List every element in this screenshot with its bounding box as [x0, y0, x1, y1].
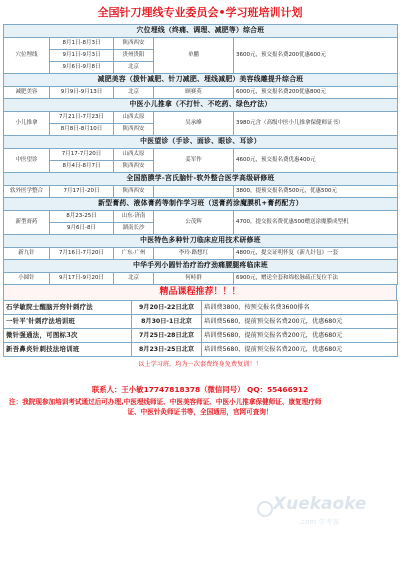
course-date: 9月1日-9月3日 — [50, 50, 114, 62]
section-title: 中华手列小圆针治疗治疗劲痛腰腿疼临床班 — [4, 260, 398, 273]
recommend-course-name: 新吾鼻炎针刺技法培训班 — [4, 343, 132, 357]
recommend-course-name: 一针平'针刺疗法培训班 — [4, 315, 132, 329]
course-teacher: 单鹏 — [154, 38, 234, 74]
course-category: 减肥美容 — [4, 87, 50, 99]
course-place: 北京 — [114, 273, 154, 285]
section-title: 新型膏药、液体膏药等制作学习班（送膏药涂魔膜机+膏药配方） — [4, 198, 398, 211]
course-teacher: 顾赛英 — [154, 87, 234, 99]
course-date: 9月6日-8日 — [50, 223, 114, 235]
course-place: 贵州贵阳 — [114, 50, 154, 62]
table-row — [4, 149, 398, 161]
watermark-logo-icon — [257, 501, 273, 517]
course-date: 8月4日-8月7日 — [50, 161, 114, 173]
notice-line-1: 注：我院现参加培训考试通过后可办理,中医埋线师证、中医美容师证、中医小儿推拿保健师证、康复理疗师 — [9, 398, 322, 406]
section-title: 中医特色多种针刀临床应用技术研修班 — [4, 235, 398, 248]
course-category: 软外医学整合 — [4, 186, 50, 198]
recommend-date: 8月23日-25日北京 — [132, 343, 202, 357]
section-title: 中医小儿推拿（不打针、不吃药、绿色疗法） — [4, 99, 398, 112]
course-date: 9月17日-9月20日 — [50, 273, 114, 285]
contact-info: 联系人：王小敏17747818378（微信同号） QQ：55466912 — [91, 385, 309, 394]
course-teacher: 何峙群 — [154, 273, 234, 285]
course-category: 小圆针 — [4, 273, 50, 285]
recommend-fee: 培训费5680，提前预交报名费200元，优惠680元 — [202, 329, 398, 343]
xuekaoke-watermark — [255, 493, 375, 533]
recommend-date: 9月20日-22日北京 — [132, 301, 202, 315]
course-fee: 3600元，预交报名费200优惠600元 — [234, 38, 398, 74]
course-date: 7月17日-20日 — [50, 186, 114, 198]
course-teacher: 李玲·路想红 — [154, 248, 234, 260]
course-place: 山东·济南 — [114, 211, 154, 223]
recommend-course-name: 石学敏院士醒脑开窍针刺疗法 — [4, 301, 132, 315]
section-header — [4, 173, 398, 186]
course-date: 7月21日-7月23日 — [50, 112, 114, 124]
watermark-subtext: .com 学考客 — [299, 518, 340, 526]
course-fee: 6900元，赠送全套和绵松脉疏正复位手法 — [234, 273, 398, 285]
recommend-row — [4, 315, 398, 329]
course-date: 7月17-7月20日 — [50, 149, 114, 161]
certificate-notice — [3, 397, 397, 417]
recommend-row — [4, 301, 398, 315]
course-fee: 4800元，提交证明怀复《新九针包》一套 — [234, 248, 398, 260]
recommend-fee: 培训费5680，提前预交报名费200元，优惠680元 — [202, 343, 398, 357]
recommend-row — [4, 343, 398, 357]
spacer — [3, 373, 397, 383]
table-row — [4, 87, 398, 99]
table-row — [4, 273, 398, 285]
watermark-text: Xuekaoke — [273, 494, 367, 514]
table-row — [4, 211, 398, 223]
recommend-table — [3, 300, 398, 357]
recommend-title: 精品课程推荐！！！ — [3, 285, 397, 300]
section-header — [4, 25, 398, 38]
course-place: 陕西西安 — [114, 161, 154, 173]
course-teacher: 姜军作 — [154, 149, 234, 173]
recommend-date: 7月25日-28日北京 — [132, 329, 202, 343]
course-category: 穴位埋线 — [4, 38, 50, 74]
course-teacher: 吴承峰 — [154, 112, 234, 136]
course-fee: 3980元含（高级中医小儿推拿保健师证书） — [234, 112, 398, 136]
course-fee: 4700，提交报名费优惠500赠送涂魔膜成型机 — [234, 211, 398, 235]
section-header — [4, 74, 398, 87]
table-row — [4, 186, 398, 198]
table-row — [4, 248, 398, 260]
table-row — [4, 38, 398, 50]
course-date: 8月1日-8月3日 — [50, 38, 114, 50]
notice-line-2: 证、中医针灸师证书等，全国通用，官网可查询！ — [127, 408, 273, 416]
course-category: 新型膏药 — [4, 211, 50, 235]
recommend-date: 8月30日-1日北京 — [132, 315, 202, 329]
course-fee: 6000元，预交报名费200优惠800元 — [234, 87, 398, 99]
course-table — [3, 24, 398, 285]
recommend-course-name: 微针强通法，可图标3次 — [4, 329, 132, 343]
course-place: 陕西西安 — [114, 124, 154, 136]
table-row — [4, 112, 398, 124]
section-header — [4, 136, 398, 149]
course-place: 山西太原 — [114, 149, 154, 161]
section-title: 减肥美容（拨针减肥、针刀减肥、埋线减肥）美容线雕提升综合班 — [4, 74, 398, 87]
recommend-fee: 培训费5680，提前预交报名费200元，优惠680元 — [202, 315, 398, 329]
course-place: 北京 — [114, 87, 154, 99]
section-title: 穴位埋线（终痛、调理、减肥等）综合班 — [4, 25, 398, 38]
course-category: 新九针 — [4, 248, 50, 260]
section-title: 全国筋膜学-宫氏脑针-软外整合医学高级研修班 — [4, 173, 398, 186]
section-title: 中医望诊（手诊、面诊、眼诊、耳诊） — [4, 136, 398, 149]
course-date: 7月16日-7月20日 — [50, 248, 114, 260]
course-date: 8月8日-8月10日 — [50, 124, 114, 136]
course-category: 中医望诊 — [4, 149, 50, 173]
recommend-fee: 培训费3800，按预交报名费3600排名 — [202, 301, 398, 315]
section-header — [4, 99, 398, 112]
page-title: 全国针刀埋线专业委员会•学习班培训计划 — [97, 6, 303, 19]
section-header — [4, 235, 398, 248]
course-place: 陕西西安 — [114, 186, 154, 198]
course-category: 小儿推拿 — [4, 112, 50, 136]
course-date: 9月6日-9月8日 — [50, 62, 114, 74]
retrain-note: 以上学习班，均为一次套费终身免费复训！！ — [138, 361, 262, 368]
course-teacher — [154, 186, 234, 198]
course-place: 北京 — [114, 62, 154, 74]
course-date: 9月9日-9月13日 — [50, 87, 114, 99]
section-header — [4, 198, 398, 211]
recommend-row — [4, 329, 398, 343]
course-teacher: 公茂辉 — [154, 211, 234, 235]
course-date: 8月23-25日 — [50, 211, 114, 223]
course-place: 广东·广州 — [114, 248, 154, 260]
course-place: 陕西西安 — [114, 38, 154, 50]
section-header — [4, 260, 398, 273]
course-fee: 3800，提预交报名费500元，优惠500元 — [234, 186, 398, 198]
course-fee: 4600元，预交报名费优惠400元 — [234, 149, 398, 173]
course-place: 山西太原 — [114, 112, 154, 124]
course-place: 湖南长沙 — [114, 223, 154, 235]
